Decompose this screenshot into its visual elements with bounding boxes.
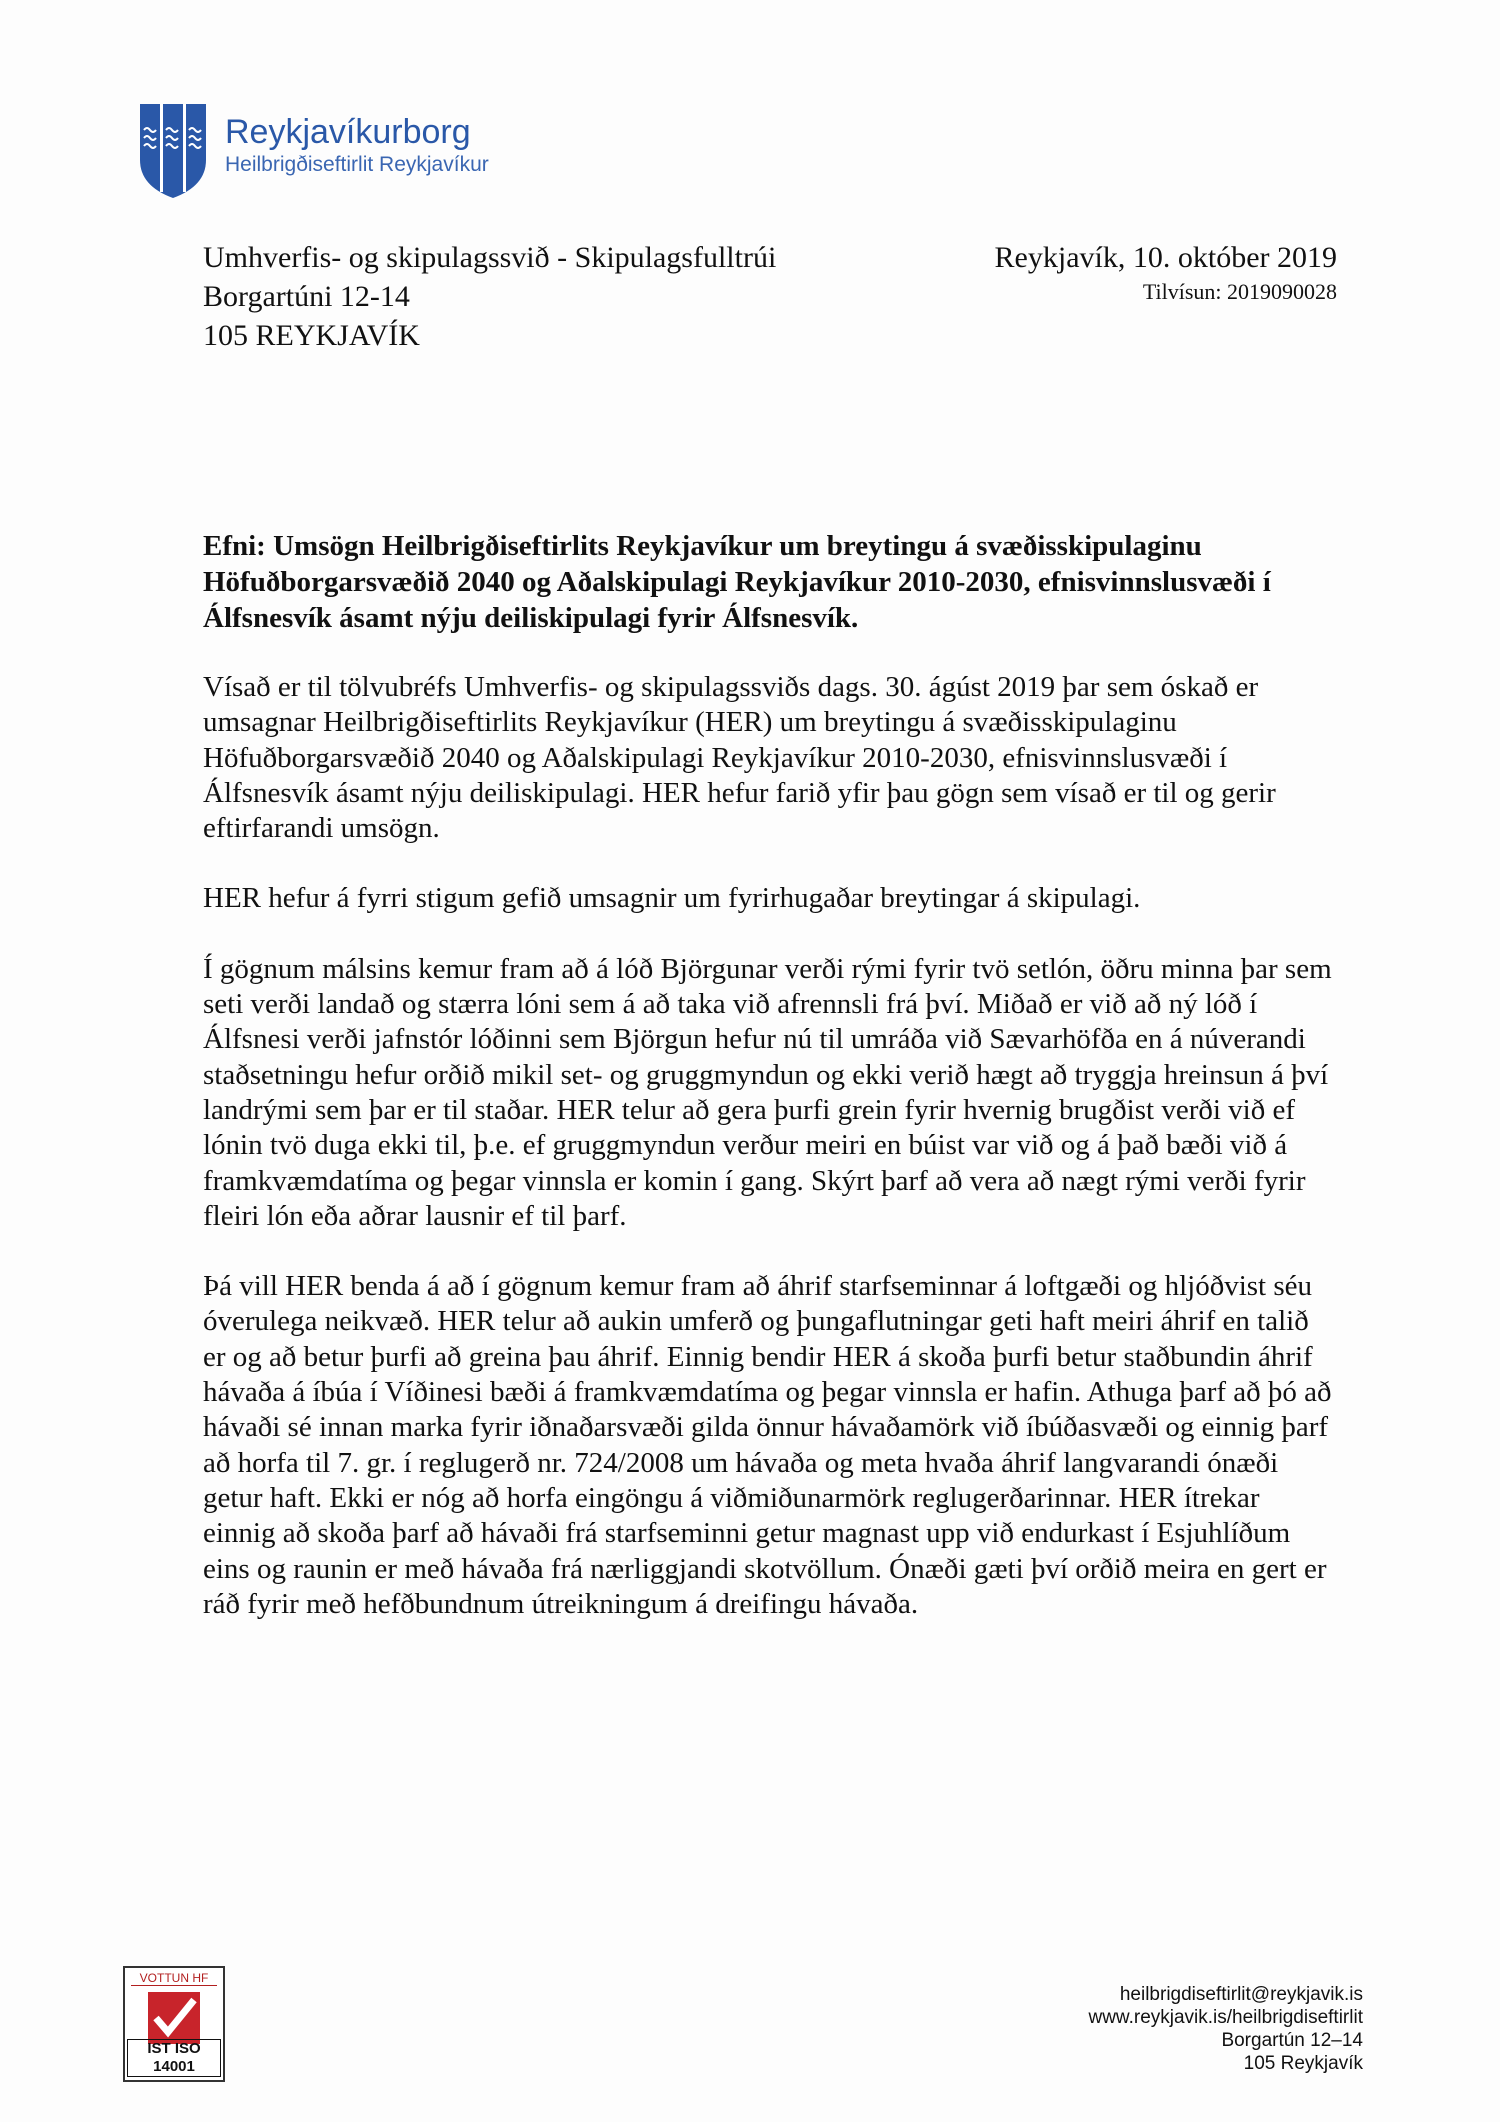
paragraph: Í gögnum málsins kemur fram að á lóð Björgunar verði rými fyrir tvö setlón, öðru minna þar sem seti verði landað og stærra lóni sem á að taka við afrennsli frá því. Miðað er við að ný lóð í Álfsnesi verði jafnstór lóðinni sem Björgun hefur nú til umráða við Sævarhöfða en á núverandi staðsetningu hefur orðið mikil set- og gruggmyndun og ekki verið hægt að tryggja hreinsun á því landrými sem þar er til staðar. HER telur að gera þurfi grein fyrir hvernig brugðist verði við ef lónin tvö duga ekki til, þ.e. ef gruggmyndun verður meiri en búist var við og á það bæði við á framkvæmdatíma og þegar vinnsla er komin í gang. Skýrt þarf að vera að nægt rými verði fyrir fleiri lón eða aðrar lausnir ef til þarf. [203,952,1332,1232]
recipient-line-1: Umhverfis- og skipulagssvið - Skipulagsfulltrúi [203,241,777,274]
reykjavik-crest-icon [138,102,208,200]
iso-standard: IST ISO 14001 [127,2039,221,2077]
paragraph: Vísað er til tölvubréfs Umhverfis- og skipulagssviðs dags. 30. ágúst 2019 þar sem óskað er umsagnar Heilbrigðiseftirlits Reykjavíkur (HER) um breytingu á svæðisskipulaginu Höfuðborgarsvæðið 2040 og Aðalskipulagi Reykjavíkur 2010-2030, efnisvinnslusvæði í Álfsnesvík ásamt nýju deiliskipulagi. HER hefur farið yfir þau gögn sem vísað er til og gerir eftirfarandi umsögn. [203,671,1276,845]
recipient-line-2: Borgartúni 12-14 [203,280,410,313]
letter-body [203,670,1333,1657]
contact-street: Borgartún 12–14 [1221,2030,1363,2051]
paragraph: HER hefur á fyrri stigum gefið umsagnir um fyrirhugaðar breytingar á skipulagi. [203,882,1141,915]
organization-header [225,112,489,178]
paragraph: Þá vill HER benda á að í gögnum kemur fram að áhrif starfseminnar á loftgæði og hljóðvist séu óverulega neikvæð. HER telur að aukin umferð og þungaflutningar geti haft meiri áhrif en talið er og að betur þurfi að greina þau áhrif. Einnig bendir HER á skoða þurfi betur staðbundin áhrif hávaða á íbúa í Víðinesi bæði á framkvæmdatíma og þegar vinnsla er hafin. Athuga þarf að þó að hávaði sé innan marka fyrir iðnaðarsvæði gilda önnur hávaðamörk við íbúðasvæði og einnig þarf að horfa til 7. gr. í reglugerð nr. 724/2008 um hávaða og meta hvaða áhrif langvarandi ónæði getur haft. Ekki er nóg að horfa eingöngu á viðmiðunarmörk reglugerðarinnar. HER ítrekar einnig að skoða þarf að hávaði frá starfseminni getur magnast upp við endurkast í Esjuhlíðum eins og raunin er með hávaða frá nærliggjandi skotvöllum. Ónæði gæti því orðið meira en gert er ráð fyrir með hefðbundnum útreikningum á dreifingu hávaða. [203,1270,1332,1620]
letter-subject: Efni: Umsögn Heilbrigðiseftirlits Reykjavíkur um breytingu á svæðisskipulaginu Höfuðborgarsvæðið 2040 og Aðalskipulagi Reykjavíkur 2010-2030, efnisvinnslusvæði í Álfsnesvík ásamt nýju deiliskipulagi fyrir Álfsnesvík. [203,530,1271,634]
letter-meta [995,238,1337,307]
org-subtitle: Heilbrigðiseftirlit Reykjavíkur [225,153,489,176]
iso-certification-badge [123,1966,225,2082]
letter-date: Reykjavík, 10. október 2019 [994,241,1337,274]
contact-city: 105 Reykjavík [1243,2053,1363,2074]
contact-website[interactable]: www.reykjavik.is/heilbrigdiseftirlit [1088,2007,1363,2028]
contact-email[interactable]: heilbrigdiseftirlit@reykjavik.is [1119,1984,1363,2005]
certifier-name: VOTTUN HF [131,1971,217,1986]
recipient-line-3: 105 REYKJAVÍK [203,319,420,352]
org-name: Reykjavíkurborg [225,113,471,151]
recipient-address [203,238,776,355]
checkmark-icon [144,1990,204,2046]
contact-info [1088,1983,1363,2075]
reference-number: Tilvísun: 2019090028 [1142,279,1337,304]
